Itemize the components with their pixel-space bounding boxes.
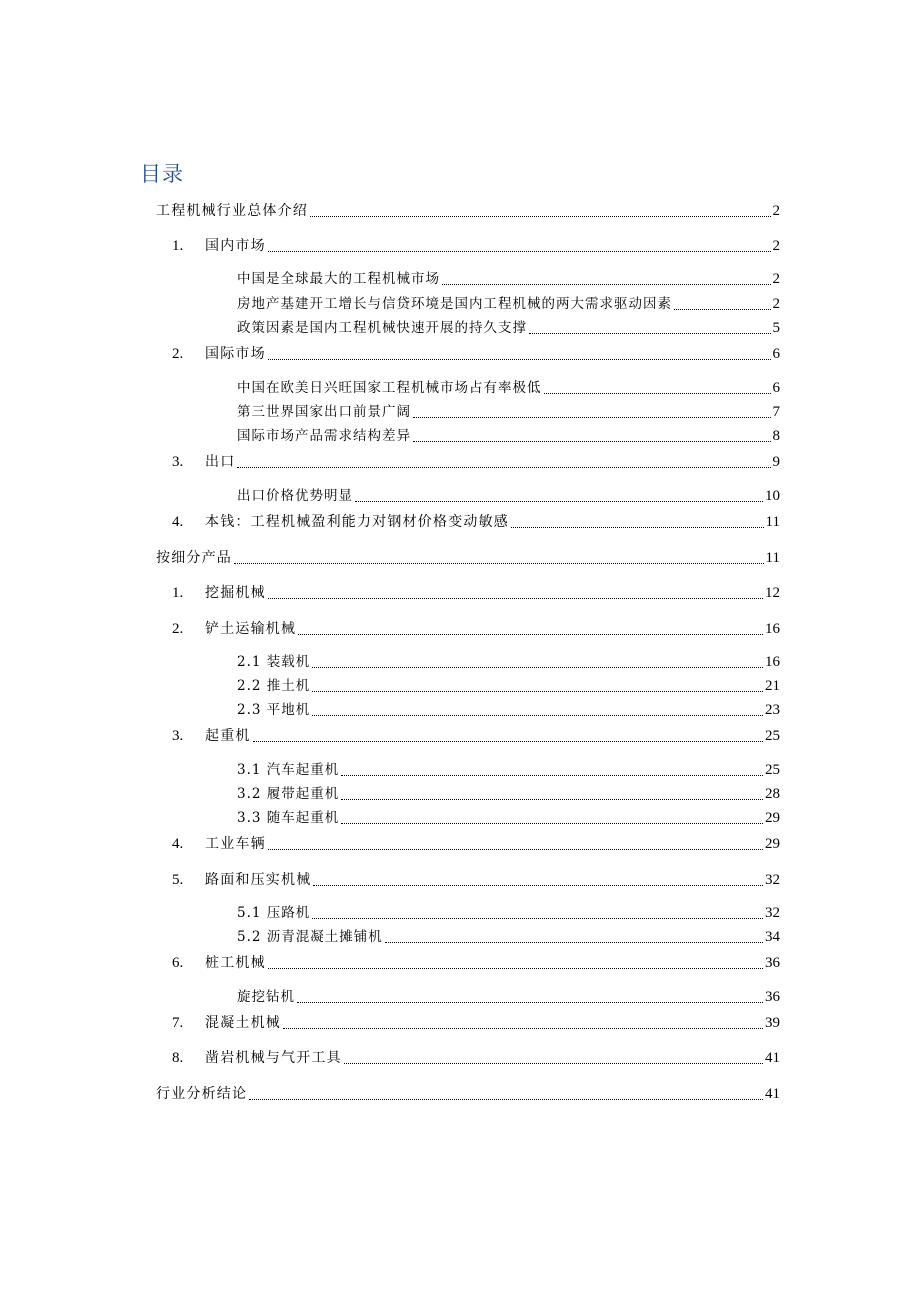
dot-leader xyxy=(341,799,763,800)
toc-entry[interactable] xyxy=(156,1084,780,1104)
toc-entry[interactable] xyxy=(172,512,780,532)
toc-page: 2 xyxy=(772,271,780,287)
dot-leader xyxy=(298,634,763,635)
toc-label: 3.2 履带起重机 xyxy=(237,786,340,802)
toc-page: 6 xyxy=(772,346,780,362)
toc-label: 路面和压实机械 xyxy=(205,872,312,888)
toc-page: 34 xyxy=(765,929,780,945)
toc-label: 2.1 装载机 xyxy=(237,654,311,670)
toc-number: 4. xyxy=(172,836,184,852)
toc-entry[interactable] xyxy=(237,402,780,422)
dot-leader xyxy=(344,1063,763,1064)
dot-leader xyxy=(385,942,763,943)
page-title: 目录 xyxy=(140,162,184,186)
toc-number: 1. xyxy=(172,585,184,601)
dot-leader xyxy=(268,598,763,599)
toc-entry[interactable] xyxy=(156,548,780,568)
toc-entry[interactable] xyxy=(237,652,780,672)
dot-leader xyxy=(413,441,771,442)
dot-leader xyxy=(268,359,771,360)
dot-leader xyxy=(312,691,763,692)
toc-page: 41 xyxy=(765,1086,780,1102)
toc-label: 国内市场 xyxy=(205,238,266,254)
toc-label: 本钱：工程机械盈利能力对钢材价格变动敏感 xyxy=(205,514,509,530)
toc-label: 5.2 沥青混凝土摊铺机 xyxy=(237,929,383,945)
toc-label: 2.3 平地机 xyxy=(237,702,311,718)
toc-label: 行业分析结论 xyxy=(156,1086,248,1102)
toc-label: 2.2 推土机 xyxy=(237,678,311,694)
toc-page: 32 xyxy=(765,905,780,921)
toc-page: 11 xyxy=(765,550,780,566)
toc-page: 32 xyxy=(765,872,780,888)
dot-leader xyxy=(341,823,763,824)
toc-label: 挖掘机械 xyxy=(205,585,266,601)
toc-page: 29 xyxy=(765,836,780,852)
dot-leader xyxy=(297,1002,763,1003)
toc-number: 7. xyxy=(172,1015,184,1031)
toc-label: 第三世界国家出口前景广阔 xyxy=(237,404,411,420)
toc-page: 2 xyxy=(772,238,780,254)
toc-page: 36 xyxy=(765,955,780,971)
toc-entry[interactable] xyxy=(172,834,780,854)
toc-entry[interactable] xyxy=(172,870,780,890)
toc-number: 8. xyxy=(172,1050,184,1066)
toc-entry[interactable] xyxy=(172,452,780,472)
dot-leader xyxy=(283,1028,763,1029)
dot-leader xyxy=(442,284,771,285)
toc-number: 3. xyxy=(172,728,184,744)
toc-page: 16 xyxy=(765,621,780,637)
toc-label: 铲土运输机械 xyxy=(205,621,297,637)
dot-leader xyxy=(312,667,763,668)
toc-page: 12 xyxy=(765,585,780,601)
dot-leader xyxy=(355,501,763,502)
toc-label: 工程机械行业总体介绍 xyxy=(156,203,308,219)
dot-leader xyxy=(268,849,763,850)
toc-label: 桩工机械 xyxy=(205,955,266,971)
toc-label: 旋挖钻机 xyxy=(237,989,295,1005)
dot-leader xyxy=(253,741,763,742)
toc-entry[interactable] xyxy=(237,378,780,398)
toc-page: 10 xyxy=(765,488,780,504)
dot-leader xyxy=(413,417,771,418)
toc-entry[interactable] xyxy=(172,953,780,973)
toc-entry[interactable] xyxy=(237,808,780,828)
toc-entry[interactable] xyxy=(172,1013,780,1033)
dot-leader xyxy=(268,251,771,252)
toc-label: 政策因素是国内工程机械快速开展的持久支撑 xyxy=(237,320,527,336)
toc-label: 国际市场产品需求结构差异 xyxy=(237,428,411,444)
toc-label: 中国在欧美日兴旺国家工程机械市场占有率极低 xyxy=(237,380,542,396)
toc-page: 5 xyxy=(772,320,780,336)
toc-entry[interactable] xyxy=(237,426,780,446)
toc-entry[interactable] xyxy=(156,201,780,221)
toc-label: 凿岩机械与气开工具 xyxy=(205,1050,342,1066)
toc-entry[interactable] xyxy=(172,236,780,256)
toc-page: 2 xyxy=(772,296,780,312)
toc-entry[interactable] xyxy=(237,676,780,696)
dot-leader xyxy=(313,885,763,886)
dot-leader xyxy=(310,216,771,217)
toc-entry[interactable] xyxy=(237,927,780,947)
toc-label: 起重机 xyxy=(205,728,251,744)
toc-entry[interactable] xyxy=(237,269,780,289)
toc-page: 28 xyxy=(765,786,780,802)
toc-page: 16 xyxy=(765,654,780,670)
toc-label: 出口 xyxy=(205,454,236,470)
toc-label: 混凝土机械 xyxy=(205,1015,281,1031)
toc-label: 3.1 汽车起重机 xyxy=(237,762,340,778)
toc-number: 5. xyxy=(172,872,184,888)
dot-leader xyxy=(341,775,763,776)
toc-page: 41 xyxy=(765,1050,780,1066)
toc-number: 1. xyxy=(172,238,184,254)
dot-leader xyxy=(312,918,763,919)
toc-number: 2. xyxy=(172,346,184,362)
toc-label: 按细分产品 xyxy=(156,550,232,566)
toc-entry[interactable] xyxy=(237,318,780,338)
toc-entry[interactable] xyxy=(237,987,780,1007)
toc-entry[interactable] xyxy=(172,1048,780,1068)
toc-page: 25 xyxy=(765,728,780,744)
toc-page: 21 xyxy=(765,678,780,694)
toc-label: 出口价格优势明显 xyxy=(237,488,353,504)
toc-page: 23 xyxy=(765,702,780,718)
toc-label: 国际市场 xyxy=(205,346,266,362)
toc-page: 2 xyxy=(772,203,780,219)
toc-label: 5.1 压路机 xyxy=(237,905,311,921)
toc-entry[interactable] xyxy=(237,903,780,923)
dot-leader xyxy=(234,563,764,564)
toc-label: 工业车辆 xyxy=(205,836,266,852)
toc-entry[interactable] xyxy=(172,583,780,603)
toc-entry[interactable] xyxy=(237,784,780,804)
toc-page: 11 xyxy=(765,514,780,530)
toc-page: 25 xyxy=(765,762,780,778)
toc-label: 3.3 随车起重机 xyxy=(237,810,340,826)
toc-label: 房地产基建开工增长与信贷环境是国内工程机械的两大需求驱动因素 xyxy=(237,296,672,312)
toc-page: 6 xyxy=(772,380,780,396)
toc-entry[interactable] xyxy=(172,619,780,639)
dot-leader xyxy=(674,309,771,310)
toc-page: 7 xyxy=(772,404,780,420)
toc-entry[interactable] xyxy=(172,344,780,364)
toc-page: 9 xyxy=(772,454,780,470)
toc-number: 2. xyxy=(172,621,184,637)
dot-leader xyxy=(544,393,771,394)
toc-label: 中国是全球最大的工程机械市场 xyxy=(237,271,440,287)
toc-entry[interactable] xyxy=(237,486,780,506)
dot-leader xyxy=(511,527,764,528)
toc-page: 8 xyxy=(772,428,780,444)
toc-number: 6. xyxy=(172,955,184,971)
toc-page: 36 xyxy=(765,989,780,1005)
toc-entry[interactable] xyxy=(237,760,780,780)
dot-leader xyxy=(237,467,770,468)
dot-leader xyxy=(249,1099,763,1100)
toc-entry[interactable] xyxy=(172,726,780,746)
dot-leader xyxy=(529,333,771,334)
dot-leader xyxy=(312,715,763,716)
toc-page: 29 xyxy=(765,810,780,826)
toc-number: 3. xyxy=(172,454,184,470)
dot-leader xyxy=(268,968,763,969)
toc-page: 39 xyxy=(765,1015,780,1031)
toc-entry[interactable] xyxy=(237,700,780,720)
toc-number: 4. xyxy=(172,514,184,530)
toc-entry[interactable] xyxy=(237,294,780,314)
